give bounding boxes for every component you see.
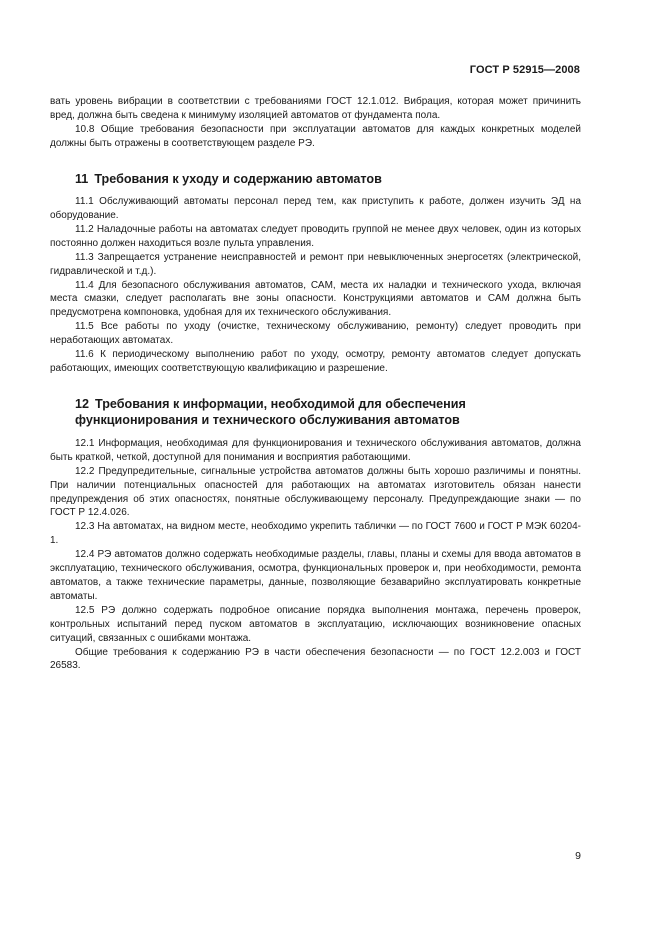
section-12-title-line2: функционирования и технического обслуживания автоматов <box>75 413 460 428</box>
section-12-heading <box>50 396 581 429</box>
section-12-number: 12 <box>75 396 90 411</box>
section-11-heading <box>50 171 581 188</box>
paragraph-11-2: 11.2 Наладочные работы на автоматах следует проводить группой не менее двух человек, один из которых постоянно должен находиться возле пульта управления. <box>50 223 581 249</box>
section-11-title: Требования к уходу и содержанию автоматов <box>94 171 382 186</box>
paragraph-11-1: 11.1 Обслуживающий автоматы персонал перед тем, как приступить к работе, должен изучить ЭД на оборудование. <box>50 196 581 222</box>
paragraph-11-4: 11.4 Для безопасного обслуживания автоматов, САМ, места их наладки и технического ухода, включая места смазки, следует располагать вне зоны опасности. Конструкциями автоматов и САМ должна быть предусмотрена компоновка, удобная для их технического обслуживания. <box>50 279 581 319</box>
paragraph-12-3: 12.3 На автоматах, на видном месте, необходимо укрепить таблички — по ГОСТ 7600 и ГОСТ Р МЭК 60204-1. <box>50 521 581 547</box>
paragraph-12-2: 12.2 Предупредительные, сигнальные устройства автоматов должны быть хорошо различимы и понятны. При наличии потенциальных опасностей для работающих на автоматах изготовитель обязан нанести предупреждения об этих опасностях, понятные обслуживающему персоналу. Предупреждающие знаки — по ГОСТ Р 12.4.026. <box>50 465 581 519</box>
paragraph-11-6: 11.6 К периодическому выполнению работ по уходу, осмотру, ремонту автоматов следует допускать работающих, имеющих соответствующую квалификацию и разрешение. <box>50 349 581 374</box>
document-id-header: ГОСТ Р 52915—2008 <box>469 64 580 76</box>
section-12-title-line1: Требования к информации, необходимой для обеспечения <box>95 396 466 411</box>
section-11-number: 11 <box>75 171 89 186</box>
paragraph-12-5: 12.5 РЭ должно содержать подробное описание порядка выполнения монтажа, перечень проверок, контрольных испытаний перед пуском автоматов в эксплуатацию, исключающих возникновение опасных ситуаций, связанных с ошибками монтажа. <box>50 604 581 644</box>
document-body <box>50 95 581 673</box>
paragraph-12-1: 12.1 Информация, необходимая для функционирования и технического обслуживания автоматов, должна быть краткой, четкой, доступной для понимания и восприятия работающими. <box>50 437 581 463</box>
paragraph-11-3: 11.3 Запрещается устранение неисправностей и ремонт при невыключенных энергосетях (электрической, гидравлической и т.д.). <box>50 251 581 277</box>
paragraph-11-5: 11.5 Все работы по уходу (очистке, техническому обслуживанию, ремонту) следует проводить при неработающих автоматах. <box>50 321 581 347</box>
paragraph-general-requirements: Общие требования к содержанию РЭ в части обеспечения безопасности — по ГОСТ 12.2.003 и ГОСТ 26583. <box>50 646 581 672</box>
paragraph-10-8: 10.8 Общие требования безопасности при эксплуатации автоматов для каждых конкретных моделей должны быть отражены в соответствующем разделе РЭ. <box>50 123 581 149</box>
page-number: 9 <box>575 850 581 862</box>
paragraph-12-4: 12.4 РЭ автоматов должно содержать необходимые разделы, главы, планы и схемы для ввода автоматов в эксплуатацию, технического обслуживания, осмотра, функциональных проверок и, при необходимости, ремонта автоматов, а также технические параметры, данные, позволяющие безаварийно эксплуатировать конкретные автоматы. <box>50 549 581 602</box>
continued-paragraph: вать уровень вибрации в соответствии с требованиями ГОСТ 12.1.012. Вибрация, которая может причинить вред, должна быть сведена к минимуму изоляцией автоматов от фундамента пола. <box>50 96 581 121</box>
